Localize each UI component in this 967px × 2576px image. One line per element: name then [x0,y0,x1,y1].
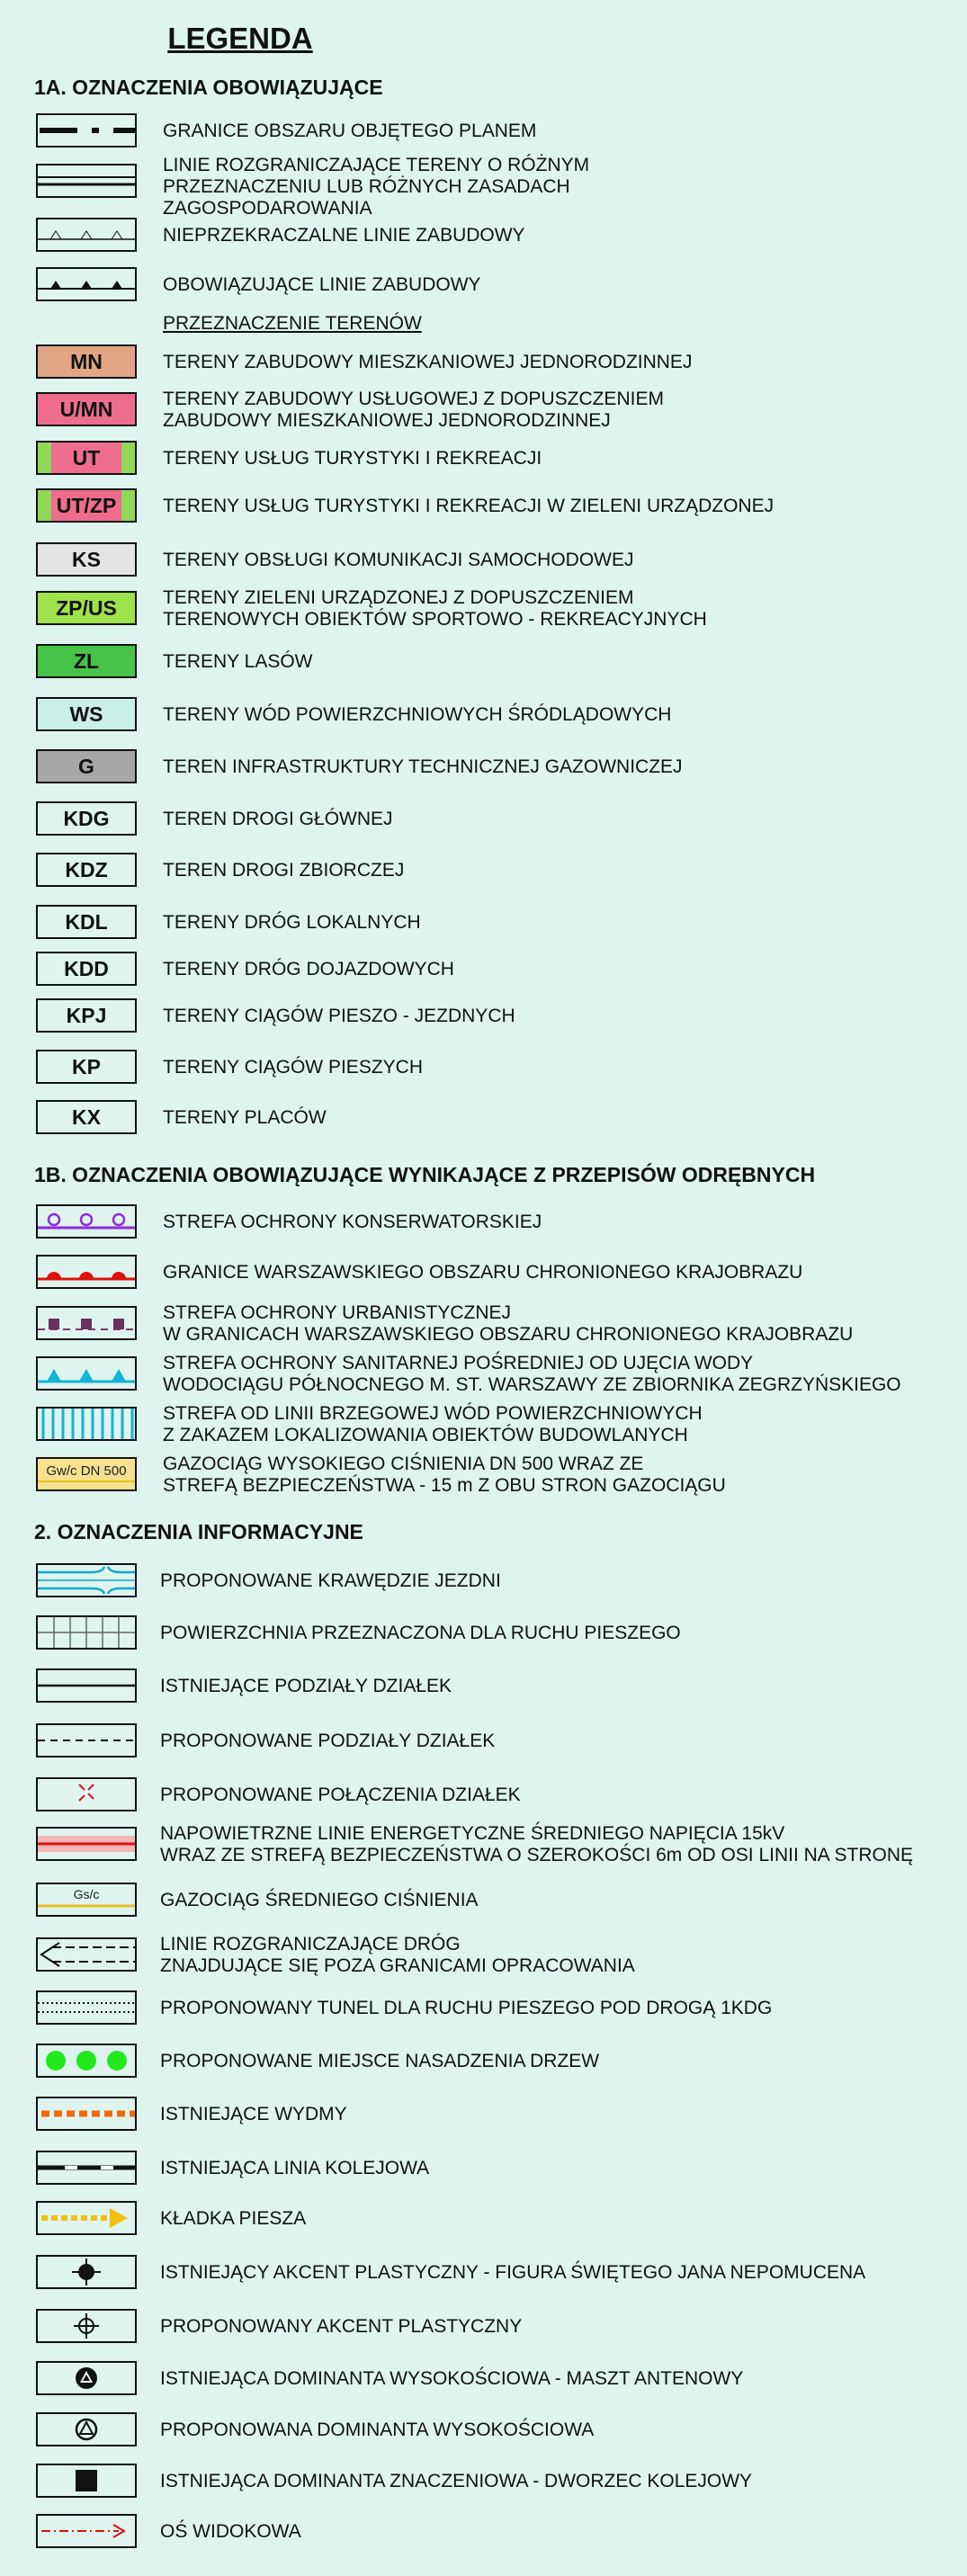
zone-swatch [36,488,137,523]
section-1b-heading: 1B. OZNACZENIA OBOWIĄZUJĄCE WYNIKAJĄCE Z PRZEPISÓW ODRĘBNYCH [34,1163,816,1186]
legend-label: GRANICE WARSZAWSKIEGO OBSZARU CHRONIONEGO KRAJOBRAZU [163,1262,803,1283]
view-axis-icon [36,2514,137,2548]
zone-swatch [36,591,137,625]
legend-label: STREFA OCHRONY URBANISTYCZNEJ W GRANICACH WARSZAWSKIEGO OBSZARU CHRONIONEGO KRAJOBRAZU [163,1302,854,1345]
cyan-triangle-line-icon [36,1356,137,1391]
zone-swatch [36,801,137,836]
zone-label: TERENY USŁUG TURYSTYKI I REKREACJI W ZIELENI URZĄDZONEJ [163,496,774,516]
zone-label: TEREN DROGI GŁÓWNEJ [163,809,393,829]
station-icon [36,2464,137,2498]
zone-code: KPJ [66,1003,107,1027]
statue-icon [36,2255,137,2289]
zone-code: MN [70,349,103,373]
gas-medium-code: Gs/c [73,1887,100,1901]
legend-label: STREFA OCHRONY KONSERWATORSKIEJ [163,1212,542,1232]
zone-code: G [78,754,94,778]
red-semicircle-line-icon [36,1255,137,1289]
legend-label: GAZOCIĄG ŚREDNIEGO CIŚNIENIA [160,1890,479,1910]
zone-swatch [36,853,137,887]
open-triangle-line-icon [36,218,137,252]
railway-icon [36,2151,137,2185]
cyan-hatch-icon [36,1407,137,1441]
legend-label: ISTNIEJĄCA DOMINANTA ZNACZENIOWA - DWORZEC KOLEJOWY [160,2471,753,2491]
zone-swatch [36,344,137,379]
zone-swatch [36,998,137,1033]
legend-label: ISTNIEJĄCY AKCENT PLASTYCZNY - FIGURA ŚWIĘTEGO JANA NEPOMUCENA [160,2262,866,2283]
zone-label: TERENY LASÓW [163,651,313,672]
section-2-heading: 2. OZNACZENIA INFORMACYJNE [34,1520,363,1543]
footbridge-icon [36,2201,137,2235]
zone-code: U/MN [59,397,113,421]
dashed-line-icon [36,1723,137,1758]
zone-swatch [36,1050,137,1084]
zone-label: TERENY CIĄGÓW PIESZYCH [163,1057,423,1078]
zone-label: TERENY CIĄGÓW PIESZO - JEZDNYCH [163,1006,515,1026]
dune-icon [36,2097,137,2131]
zone-label: TERENY PLACÓW [163,1107,327,1128]
legend-label: NIEPRZEKRACZALNE LINIE ZABUDOWY [163,225,525,246]
zone-code: KDL [65,909,108,934]
purple-square-line-icon [36,1306,137,1340]
legend-label: OŚ WIDOKOWA [160,2521,301,2542]
plot-merge-icon [36,1777,137,1811]
legend-label: PROPONOWANY AKCENT PLASTYCZNY [160,2316,523,2337]
gas-pipeline-icon [36,1457,137,1491]
zone-swatch [36,749,137,783]
legend-label: KŁADKA PIESZA [160,2208,307,2229]
zone-label: TERENY ZABUDOWY USŁUGOWEJ Z DOPUSZCZENIEM ZABUDOWY MIESZKANIOWEJ JEDNORODZINNEJ [163,389,664,431]
tunnel-icon [36,1990,137,2025]
legend-label: STREFA OCHRONY SANITARNEJ POŚREDNIEJ OD UJĘCIA WODY WODOCIĄGU PÓŁNOCNEGO M. ST. WARSZAWY ZE ZBIORNIKA ZEGRZYŃSKIEGO [163,1353,901,1395]
legend-label: PROPONOWANE POŁĄCZENIA DZIAŁEK [160,1784,521,1805]
zone-code: KDG [63,806,110,830]
zone-label: TERENY DRÓG LOKALNYCH [163,912,421,933]
zone-code: ZP/US [56,595,117,620]
legend-label: PROPONOWANA DOMINANTA WYSOKOŚCIOWA [160,2419,595,2440]
zone-code: KS [72,547,101,571]
legend-label: ISTNIEJĄCA DOMINANTA WYSOKOŚCIOWA - MASZT ANTENOWY [160,2368,744,2389]
legend-label: ISTNIEJĄCE PODZIAŁY DZIAŁEK [160,1676,452,1696]
zone-swatch [36,905,137,939]
zone-code: ZL [73,648,100,673]
legend-label: PROPONOWANE PODZIAŁY DZIAŁEK [160,1731,496,1751]
zone-label: TEREN INFRASTRUKTURY TECHNICZNEJ GAZOWNICZEJ [163,756,683,777]
legend-label: LINIE ROZGRANICZAJĄCE DRÓG ZNAJDUJĄCE SIĘ POZA GRANICAMI OPRACOWANIA [160,1934,635,1976]
double-line-icon [36,164,137,198]
solid-triangle-line-icon [36,267,137,301]
zone-swatch [36,1100,137,1134]
legend-label: GRANICE OBSZARU OBJĘTEGO PLANEM [163,121,537,141]
antenna-dominant-icon [36,2361,137,2395]
zone-swatch [36,441,137,475]
solid-line-icon [36,1668,137,1703]
proposed-dominant-icon [36,2412,137,2446]
zones-subheading: PRZEZNACZENIE TERENÓW [163,313,422,334]
section-1a-heading: 1A. OZNACZENIA OBOWIĄZUJĄCE [34,76,383,99]
legend-label: STREFA OD LINII BRZEGOWEJ WÓD POWIERZCHNIOWYCH Z ZAKAZEM LOKALIZOWANIA OBIEKTÓW BUDOWLANYCH [163,1403,703,1445]
tree-dots-icon [36,2044,137,2078]
road-arrow-icon [36,1937,137,1972]
zone-code: WS [69,702,103,726]
legend-label: ISTNIEJĄCA LINIA KOLEJOWA [160,2158,430,2178]
purple-circle-line-icon [36,1204,137,1239]
legend-title: LEGENDA [167,22,313,55]
zone-code: KX [72,1105,101,1129]
legend-label: ISTNIEJĄCE WYDMY [160,2104,347,2124]
zone-code: KDZ [65,857,108,881]
gas-medium-icon [36,1883,137,1917]
zone-label: TERENY ZIELENI URZĄDZONEJ Z DOPUSZCZENIEM TERENOWYCH OBIEKTÓW SPORTOWO - REKREACYJNYCH [163,587,707,630]
power-line-icon [36,1827,137,1861]
zone-code: KDD [64,956,109,980]
legend-label: PROPONOWANY TUNEL DLA RUCHU PIESZEGO POD DROGĄ 1KDG [160,1998,773,2018]
zone-swatch [36,542,137,577]
zone-label: TERENY WÓD POWIERZCHNIOWYCH ŚRÓDLĄDOWYCH [163,704,672,725]
zone-code: KP [72,1054,101,1078]
legend-label: PROPONOWANE MIEJSCE NASADZENIA DRZEW [160,2051,600,2071]
legend-label: PROPONOWANE KRAWĘDZIE JEZDNI [160,1570,501,1591]
zone-code: UT/ZP [56,493,117,517]
zone-label: TEREN DROGI ZBIORCZEJ [163,860,405,881]
zone-label: TERENY DRÓG DOJAZDOWYCH [163,959,454,979]
zone-swatch [36,644,137,678]
gas-pipeline-code: Gw/c DN 500 [46,1463,127,1479]
zone-label: TERENY USŁUG TURYSTYKI I REKREACJI [163,448,542,469]
legend-label: LINIE ROZGRANICZAJĄCE TERENY O RÓŻNYM PRZEZNACZENIU LUB RÓŻNYCH ZASADACH ZAGOSPODAROWANIA [163,155,590,219]
zone-label: TERENY ZABUDOWY MIESZKANIOWEJ JEDNORODZINNEJ [163,352,693,372]
legend-label: OBOWIĄZUJĄCE LINIE ZABUDOWY [163,274,481,295]
legend-label: GAZOCIĄG WYSOKIEGO CIŚNIENIA DN 500 WRAZ ZE STREFĄ BEZPIECZEŃSTWA - 15 m Z OBU STRON GAZOCIĄGU [163,1453,726,1496]
proposed-accent-icon [36,2309,137,2343]
zone-swatch [36,392,137,426]
zone-label: TERENY OBSŁUGI KOMUNIKACJI SAMOCHODOWEJ [163,550,634,570]
boundary-line-icon [36,113,137,148]
road-edge-icon [36,1563,137,1597]
legend-label: NAPOWIETRZNE LINIE ENERGETYCZNE ŚREDNIEGO NAPIĘCIA 15kV WRAZ ZE STREFĄ BEZPIECZEŃSTWA O SZEROKOŚCI 6m OD OSI LINII NA STRONĘ [160,1823,913,1865]
zone-swatch [36,697,137,731]
zone-code: UT [72,445,101,470]
pedestrian-grid-icon [36,1615,137,1650]
zone-swatch [36,952,137,986]
legend-label: POWIERZCHNIA PRZEZNACZONA DLA RUCHU PIESZEGO [160,1623,681,1643]
